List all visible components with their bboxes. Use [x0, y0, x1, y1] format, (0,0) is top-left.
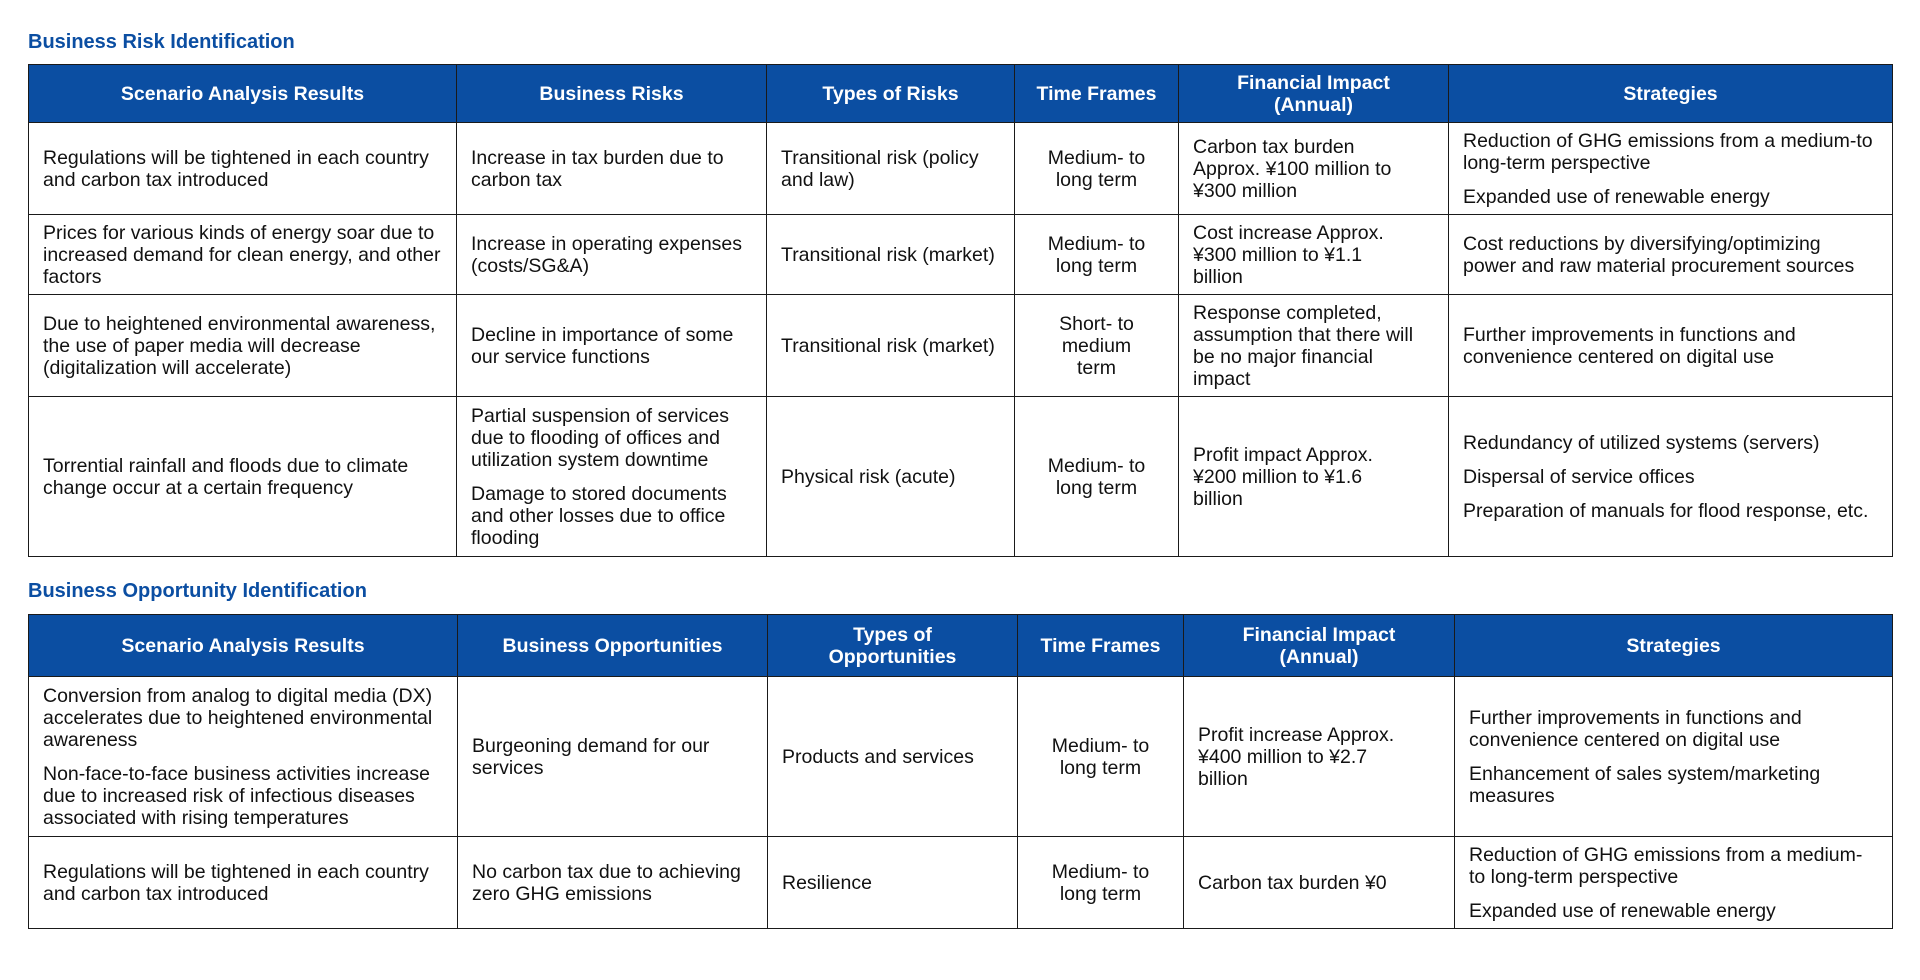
risk-section-title: Business Risk Identification — [28, 31, 295, 53]
header-business-opportunities: Business Opportunities — [458, 615, 768, 677]
header-financial-impact: Financial Impact (Annual) — [1184, 615, 1455, 677]
time-frame-cell-text: Medium- to long term — [1047, 146, 1146, 191]
header-strategies: Strategies — [1449, 65, 1893, 123]
table-row — [29, 837, 1893, 929]
business-risk-cell-paragraph: Partial suspension of services due to flooding of offices and utilization system downtime — [471, 404, 729, 471]
opportunity-type-cell — [768, 837, 1018, 929]
business-opportunity-cell — [458, 677, 768, 837]
strategies-cell — [1449, 397, 1893, 557]
strategies-cell-paragraph: Expanded use of renewable energy — [1463, 185, 1770, 208]
risk-header-row — [29, 65, 1893, 123]
header-scenario: Scenario Analysis Results — [29, 615, 458, 677]
time-frame-cell-text: Medium- to long term — [1051, 860, 1150, 905]
time-frame-cell-text: Medium- to long term — [1047, 232, 1146, 277]
strategies-cell-paragraph: Enhancement of sales system/marketing measures — [1469, 762, 1821, 807]
strategies-cell-paragraph: Preparation of manuals for flood response, etc. — [1463, 499, 1869, 522]
header-financial-impact: Financial Impact (Annual) — [1179, 65, 1449, 123]
table-row — [29, 397, 1893, 557]
business-risk-cell-paragraph: Damage to stored documents and other losses due to office flooding — [471, 482, 727, 549]
risk-table — [28, 64, 1893, 557]
opportunity-type-cell-text: Resilience — [782, 871, 872, 894]
opportunity-table — [28, 614, 1893, 929]
scenario-cell-paragraph: Non-face-to-face business activities increase due to increased risk of infectious diseases associated with rising temperatures — [43, 762, 430, 829]
strategies-cell — [1455, 677, 1893, 837]
business-risk-cell — [457, 397, 767, 557]
header-strategies: Strategies — [1455, 615, 1893, 677]
header-business-risks: Business Risks — [457, 65, 767, 123]
scenario-cell — [29, 215, 457, 295]
financial-impact-cell-text: Carbon tax burden ¥0 — [1198, 871, 1387, 894]
risk-type-cell — [767, 123, 1015, 215]
header-time-frames: Time Frames — [1015, 65, 1179, 123]
scenario-cell-paragraph: Due to heightened environmental awareness, the use of paper media will decrease (digitalization will accelerate) — [43, 312, 436, 379]
opportunity-type-cell-text: Products and services — [782, 745, 974, 768]
scenario-cell-paragraph: Torrential rainfall and floods due to climate change occur at a certain frequency — [43, 454, 409, 499]
financial-impact-cell — [1184, 677, 1455, 837]
time-frame-cell-text: Medium- to long term — [1051, 734, 1150, 779]
opportunity-type-cell — [768, 677, 1018, 837]
financial-impact-cell — [1179, 295, 1449, 397]
time-frame-cell — [1015, 215, 1179, 295]
header-types-of-risks: Types of Risks — [767, 65, 1015, 123]
financial-impact-cell-text: Profit increase Approx. ¥400 million to ¥2.7 billion — [1198, 723, 1395, 790]
scenario-cell — [29, 123, 457, 215]
strategies-cell-paragraph: Cost reductions by diversifying/optimizing power and raw material procurement sources — [1463, 232, 1855, 277]
financial-impact-cell — [1179, 215, 1449, 295]
business-risk-cell-paragraph: Increase in operating expenses (costs/SG&A) — [471, 232, 743, 277]
header-scenario: Scenario Analysis Results — [29, 65, 457, 123]
strategies-cell — [1449, 123, 1893, 215]
time-frame-cell-text: Short- to medium term — [1059, 312, 1134, 379]
scenario-cell-paragraph: Regulations will be tightened in each country and carbon tax introduced — [43, 860, 429, 905]
financial-impact-cell — [1179, 397, 1449, 557]
scenario-cell — [29, 397, 457, 557]
scenario-cell-paragraph: Conversion from analog to digital media (DX) accelerates due to heightened environmental awareness — [43, 684, 433, 751]
risk-type-cell-text: Transitional risk (market) — [781, 243, 995, 266]
strategies-cell-paragraph: Reduction of GHG emissions from a medium-to long-term perspective — [1469, 843, 1863, 888]
strategies-cell-paragraph: Reduction of GHG emissions from a medium-to long-term perspective — [1463, 129, 1873, 174]
scenario-cell-paragraph: Regulations will be tightened in each country and carbon tax introduced — [43, 146, 429, 191]
table-row — [29, 123, 1893, 215]
time-frame-cell — [1015, 295, 1179, 397]
risk-type-cell — [767, 397, 1015, 557]
business-risk-cell — [457, 215, 767, 295]
business-risk-cell — [457, 123, 767, 215]
business-opportunity-cell — [458, 837, 768, 929]
table-row — [29, 295, 1893, 397]
financial-impact-cell-text: Profit impact Approx. ¥200 million to ¥1.6 billion — [1193, 443, 1373, 510]
business-risk-cell-paragraph: Increase in tax burden due to carbon tax — [471, 146, 724, 191]
opportunity-section-title: Business Opportunity Identification — [28, 580, 367, 602]
financial-impact-cell — [1184, 837, 1455, 929]
strategies-cell-paragraph: Further improvements in functions and convenience centered on digital use — [1463, 323, 1796, 368]
scenario-cell-paragraph: Prices for various kinds of energy soar due to increased demand for clean energy, and other factors — [43, 221, 441, 288]
time-frame-cell-text: Medium- to long term — [1047, 454, 1146, 499]
scenario-cell — [29, 677, 458, 837]
strategies-cell-paragraph: Dispersal of service offices — [1463, 465, 1695, 488]
risk-type-cell-text: Physical risk (acute) — [781, 465, 956, 488]
time-frame-cell — [1015, 123, 1179, 215]
financial-impact-cell-text: Response completed, assumption that there will be no major financial impact — [1193, 301, 1414, 390]
strategies-cell — [1449, 295, 1893, 397]
header-types-of-opportunities: Types of Opportunities — [768, 615, 1018, 677]
strategies-cell — [1449, 215, 1893, 295]
risk-type-cell-text: Transitional risk (market) — [781, 334, 995, 357]
strategies-cell — [1455, 837, 1893, 929]
financial-impact-cell — [1179, 123, 1449, 215]
strategies-cell-paragraph: Redundancy of utilized systems (servers) — [1463, 431, 1820, 454]
business-risk-cell — [457, 295, 767, 397]
strategies-cell-paragraph: Further improvements in functions and convenience centered on digital use — [1469, 706, 1802, 751]
table-row — [29, 677, 1893, 837]
scenario-cell — [29, 837, 458, 929]
business-opportunity-cell-paragraph: No carbon tax due to achieving zero GHG emissions — [472, 860, 741, 905]
scenario-cell — [29, 295, 457, 397]
strategies-cell-paragraph: Expanded use of renewable energy — [1469, 899, 1776, 922]
risk-type-cell — [767, 215, 1015, 295]
financial-impact-cell-text: Cost increase Approx. ¥300 million to ¥1.1 billion — [1193, 221, 1384, 288]
risk-type-cell — [767, 295, 1015, 397]
business-risk-cell-paragraph: Decline in importance of some our service functions — [471, 323, 734, 368]
table-row — [29, 215, 1893, 295]
financial-impact-cell-text: Carbon tax burden Approx. ¥100 million to ¥300 million — [1193, 135, 1392, 202]
time-frame-cell — [1018, 677, 1184, 837]
time-frame-cell — [1018, 837, 1184, 929]
opportunity-header-row — [29, 615, 1893, 677]
header-time-frames: Time Frames — [1018, 615, 1184, 677]
business-opportunity-cell-paragraph: Burgeoning demand for our services — [472, 734, 710, 779]
time-frame-cell — [1015, 397, 1179, 557]
risk-type-cell-text: Transitional risk (policy and law) — [781, 146, 979, 191]
